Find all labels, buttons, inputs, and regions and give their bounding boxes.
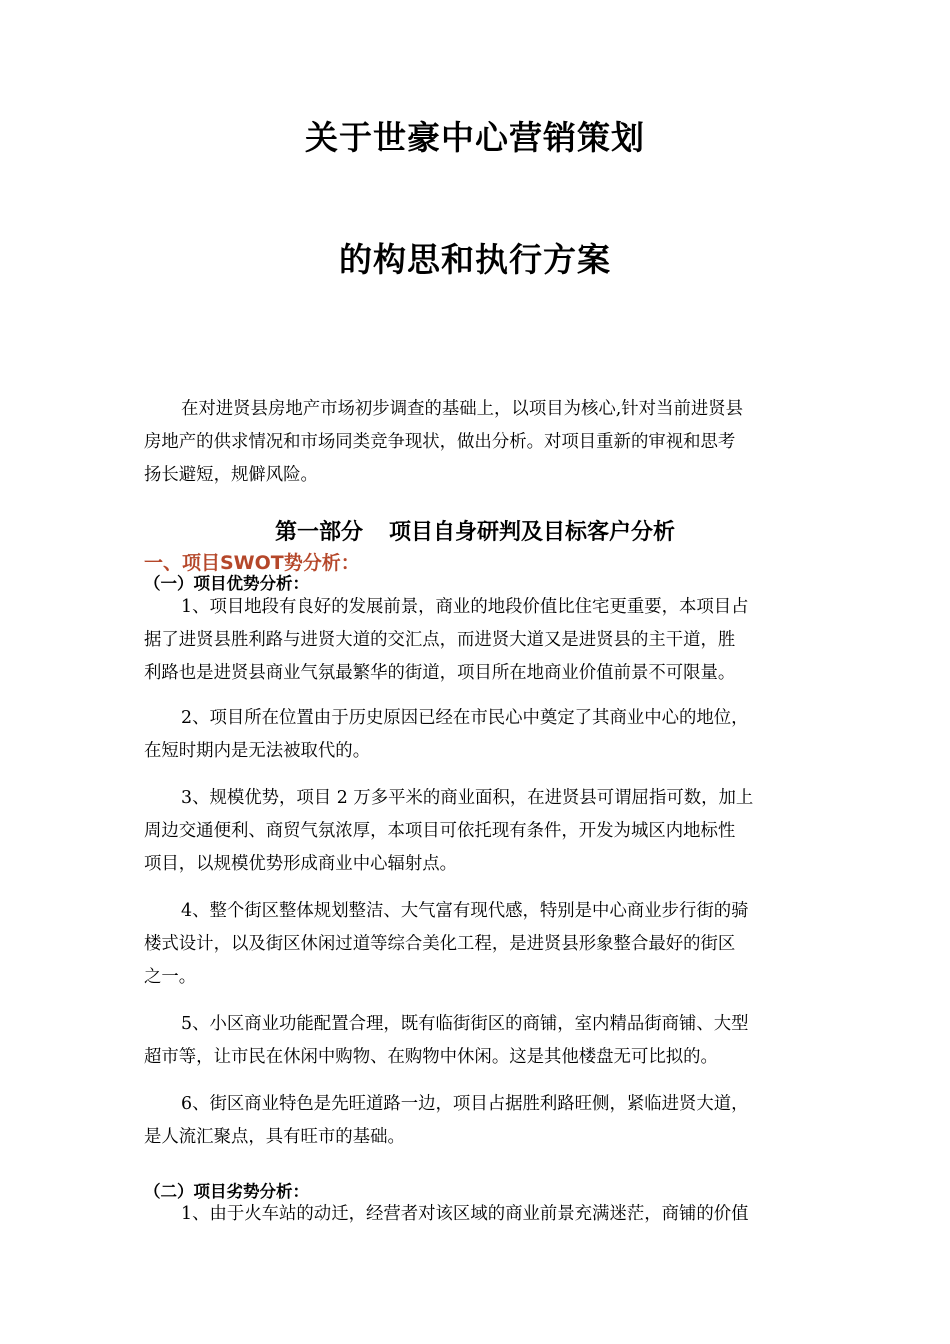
part-heading [0, 518, 950, 548]
paragraph-line: 3、规模优势，项目 2 万多平米的商业面积，在进贤县可谓屈指可数，加上 [181, 788, 754, 808]
paragraph-line: 周边交通便利、商贸气氛浓厚，本项目可依托现有条件，开发为城区内地标性 [144, 821, 736, 841]
paragraph-line: 6、街区商业特色是先旺道路一边，项目占据胜利路旺侧，紧临进贤大道， [181, 1094, 749, 1114]
advantage-paragraph [144, 782, 806, 881]
paragraph-line: 据了进贤县胜利路与进贤大道的交汇点，而进贤大道又是进贤县的主干道，胜 [144, 630, 736, 650]
paragraph-line: 楼式设计，以及街区休闲过道等综合美化工程，是进贤县形象整合最好的街区 [144, 934, 736, 954]
intro-paragraph [144, 393, 806, 492]
paragraph-line: 2、项目所在位置由于历史原因已经在市民心中奠定了其商业中心的地位， [181, 708, 749, 728]
disadvantage-paragraph [144, 1198, 806, 1231]
advantage-paragraph [144, 1008, 806, 1074]
intro-line: 在对进贤县房地产市场初步调查的基础上，以项目为核心,针对当前进贤县 [181, 399, 744, 419]
paragraph-line: 1、项目地段有良好的发展前景，商业的地段价值比住宅更重要，本项目占 [181, 597, 749, 617]
part-heading-label: 第一部分 [274, 520, 363, 545]
advantage-paragraph [144, 702, 806, 768]
advantage-paragraph [144, 895, 806, 994]
disadvantages-heading: （二）项目劣势分析： [144, 1182, 309, 1201]
paragraph-line: 是人流汇聚点，具有旺市的基础。 [144, 1127, 405, 1147]
advantage-paragraph [144, 591, 806, 690]
paragraph-line: 之一。 [144, 967, 197, 987]
section-heading-swot: 一、项目SWOT势分析： [144, 552, 360, 574]
paragraph-line: 1、由于火车站的动迁，经营者对该区域的商业前景充满迷茫，商铺的价值 [181, 1204, 749, 1224]
advantage-paragraph [144, 1088, 806, 1154]
intro-line: 扬长避短，规僻风险。 [144, 465, 318, 485]
paragraph-line: 超市等，让市民在休闲中购物、在购物中休闲。这是其他楼盘无可比拟的。 [144, 1047, 718, 1067]
intro-line: 房地产的供求情况和市场同类竞争现状，做出分析。对项目重新的审视和思考 [144, 432, 736, 452]
document-title-line-2: 的构思和执行方案 [339, 240, 611, 279]
advantages-heading: （一）项目优势分析： [144, 574, 309, 593]
paragraph-line: 5、小区商业功能配置合理，既有临街街区的商铺，室内精品街商铺、大型 [181, 1014, 749, 1034]
paragraph-line: 4、整个街区整体规划整洁、大气富有现代感，特别是中心商业步行街的骑 [181, 901, 749, 921]
paragraph-line: 在短时期内是无法被取代的。 [144, 741, 371, 761]
part-heading-text: 项目自身研判及目标客户分析 [389, 520, 676, 545]
paragraph-line: 利路也是进贤县商业气氛最繁华的街道，项目所在地商业价值前景不可限量。 [144, 663, 736, 683]
document-title-line-1: 关于世豪中心营销策划 [305, 118, 645, 157]
paragraph-line: 项目，以规模优势形成商业中心辐射点。 [144, 854, 458, 874]
